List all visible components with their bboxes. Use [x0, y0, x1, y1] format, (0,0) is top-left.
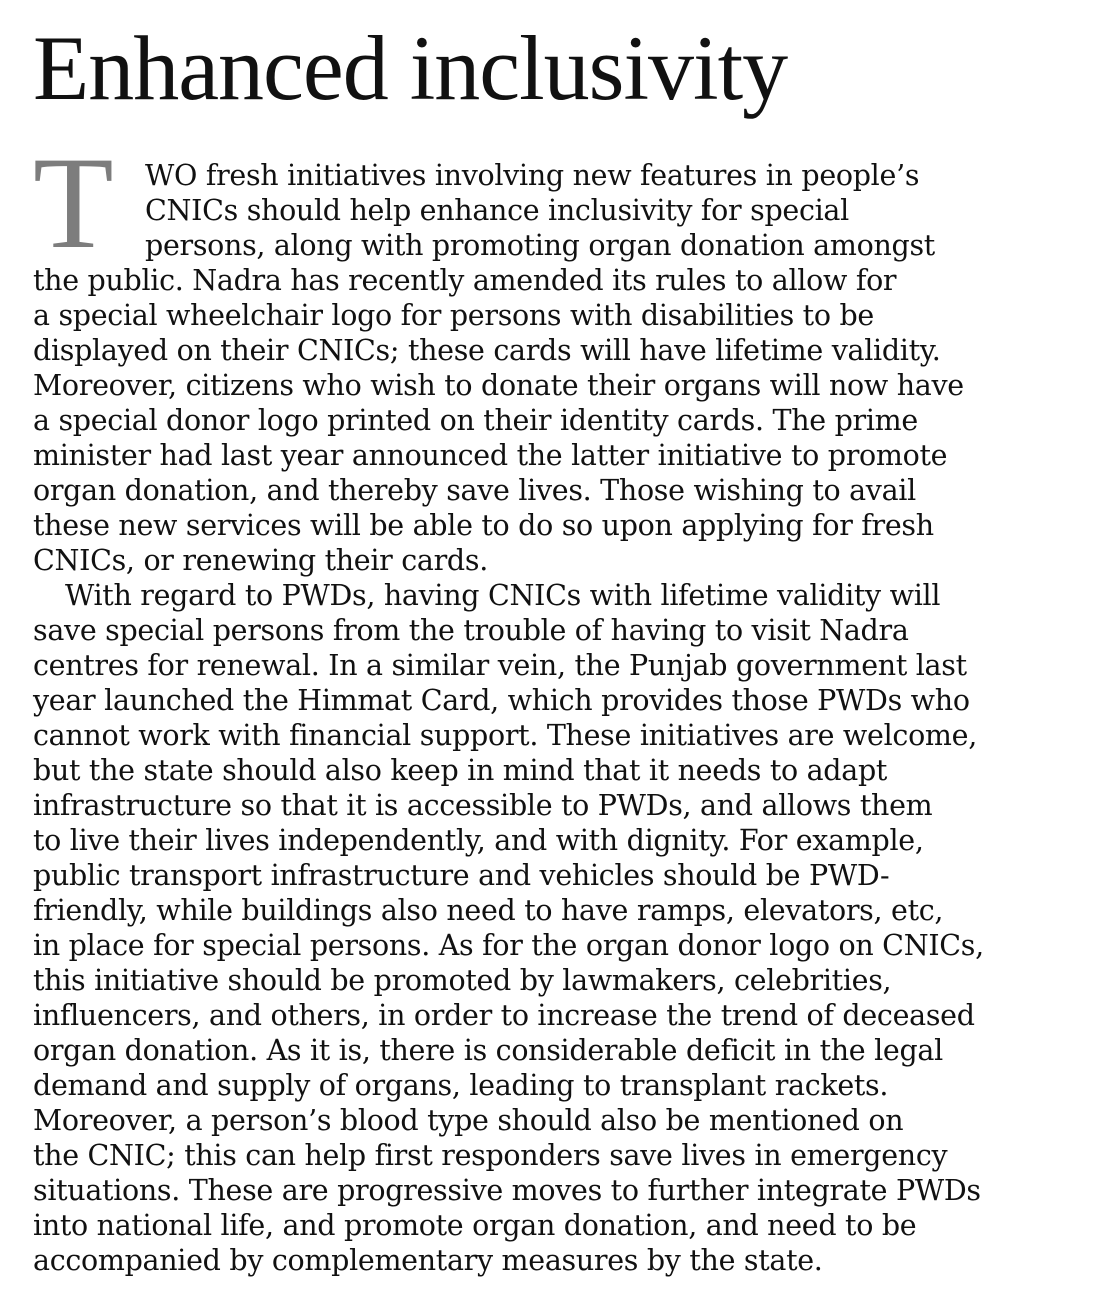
body-line: organ donation, and thereby save lives. Those wishing to avail: [33, 474, 916, 507]
body-line: save special persons from the trouble of having to visit Nadra: [33, 614, 909, 647]
body-line: demand and supply of organs, leading to transplant rackets.: [33, 1069, 889, 1102]
paragraph-2: [33, 578, 1083, 1278]
body-line: cannot work with financial support. These initiatives are welcome,: [33, 719, 977, 752]
body-line: displayed on their CNICs; these cards will have lifetime validity.: [33, 334, 941, 367]
body-line: centres for renewal. In a similar vein, the Punjab government last: [33, 649, 967, 682]
body-line: friendly, while buildings also need to have ramps, elevators, etc,: [33, 894, 944, 927]
body-line: situations. These are progressive moves to further integrate PWDs: [33, 1174, 981, 1207]
body-line: public transport infrastructure and vehicles should be PWD-: [33, 859, 890, 892]
body-line: into national life, and promote organ donation, and need to be: [33, 1209, 917, 1242]
body-line: to live their lives independently, and with dignity. For example,: [33, 824, 924, 857]
body-line: a special donor logo printed on their identity cards. The prime: [33, 404, 918, 437]
body-line: Moreover, a person’s blood type should also be mentioned on: [33, 1104, 904, 1137]
body-line: accompanied by complementary measures by the state.: [33, 1244, 823, 1277]
body-line: but the state should also keep in mind that it needs to adapt: [33, 754, 888, 787]
headline: Enhanced inclusivity: [33, 17, 788, 119]
body-line: WO fresh initiatives involving new features in people’s: [145, 159, 920, 192]
body-line: persons, along with promoting organ donation amongst: [145, 229, 935, 262]
body-line: a special wheelchair logo for persons with disabilities to be: [33, 299, 874, 332]
body-line: these new services will be able to do so upon applying for fresh: [33, 509, 934, 542]
body-line: infrastructure so that it is accessible to PWDs, and allows them: [33, 789, 933, 822]
body-line: year launched the Himmat Card, which provides those PWDs who: [33, 684, 970, 717]
body-line: influencers, and others, in order to increase the trend of deceased: [33, 999, 975, 1032]
article: [33, 18, 1083, 1278]
drop-cap: T: [33, 129, 114, 276]
body-line: CNICs, or renewing their cards.: [33, 544, 488, 577]
body-line: Moreover, citizens who wish to donate their organs will now have: [33, 369, 964, 402]
body-line: this initiative should be promoted by lawmakers, celebrities,: [33, 964, 892, 997]
body-line: CNICs should help enhance inclusivity for special: [145, 194, 849, 227]
body-line: the public. Nadra has recently amended its rules to allow for: [33, 264, 897, 297]
body-line: organ donation. As it is, there is considerable deficit in the legal: [33, 1034, 943, 1067]
body-line: in place for special persons. As for the organ donor logo on CNICs,: [33, 929, 984, 962]
body-line: With regard to PWDs, having CNICs with lifetime validity will: [65, 579, 941, 612]
body-line: minister had last year announced the latter initiative to promote: [33, 439, 948, 472]
body-line: the CNIC; this can help first responders save lives in emergency: [33, 1139, 948, 1172]
paragraph-1: [33, 129, 1083, 578]
